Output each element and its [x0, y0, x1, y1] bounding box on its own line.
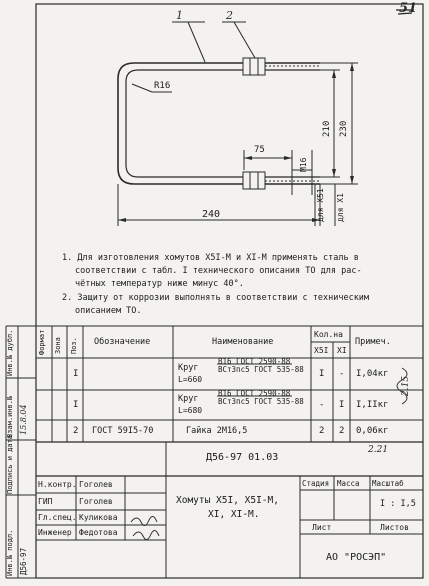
- row-name-bottom: ВСт3пс5 ГОСТ 535-88: [218, 365, 304, 374]
- row-note: I,04кг: [356, 369, 389, 379]
- thread-label: M16: [299, 157, 308, 172]
- stamp-number: Д56-97: [19, 547, 28, 575]
- row-qty-x51: -: [319, 400, 325, 410]
- variant-x1-label: для X1: [336, 193, 345, 222]
- header-name: Наименование: [212, 337, 274, 347]
- bend-radius-label: R16: [154, 81, 171, 91]
- row-qty-x51: 2: [319, 426, 325, 436]
- row-qty-x1: I: [339, 400, 345, 410]
- variant-x51-label: для X51: [316, 188, 325, 222]
- row-name-top: В16 ГОСТ 2590-88: [218, 389, 291, 398]
- note-line: соответствии с табл. I технического описания ТО для рас-: [75, 266, 362, 276]
- header-note: Примеч.: [355, 337, 391, 347]
- callout-1-label: 1: [176, 9, 183, 22]
- header-designation: Обозначение: [94, 337, 151, 347]
- vzam-inv-label: Взам.инв.№: [6, 395, 14, 438]
- note-line: 1. Для изготовления хомутов Х5I-М и ХI-М применять сталь в: [62, 253, 359, 263]
- margin-note: 2.15: [401, 375, 411, 396]
- role-label: ГИП: [38, 497, 53, 506]
- stage-header: Стадия: [302, 479, 330, 488]
- scale-header: Масштаб: [372, 479, 404, 488]
- person-name: Гоголев: [79, 480, 113, 489]
- sheet-label: Лист: [312, 523, 332, 532]
- note-line: чётных температур ниже минус 40°.: [75, 279, 244, 289]
- title-line-2: ХI, ХI-М.: [208, 509, 260, 520]
- person-name: Куликова: [79, 513, 118, 522]
- scale-value: I : I,5: [380, 499, 416, 509]
- row-name-top: Гайка 2М16,5: [186, 426, 248, 436]
- note-line: 2. Защиту от коррозии выполнять в соответствии с техническим: [62, 293, 370, 303]
- row-qty-x51: I: [319, 369, 325, 379]
- mass-header: Масса: [337, 479, 360, 488]
- row-designation: ГОСТ 59I5-70: [92, 426, 154, 436]
- callout-2-label: 2: [226, 9, 233, 22]
- note-line: описанием ТО.: [75, 306, 142, 316]
- role-label: Гл.спец.: [38, 513, 77, 522]
- header-format: Формат: [38, 329, 46, 355]
- sheets-label: Листов: [380, 523, 409, 532]
- row-qty-x1: 2: [339, 426, 345, 436]
- row-name-length: L=660: [178, 375, 203, 384]
- header-zone: Зона: [54, 337, 62, 354]
- row-pos: I: [73, 369, 79, 379]
- header-qty-x1: ХI: [337, 346, 347, 355]
- organization-name: АО "РОСЭП": [326, 552, 387, 563]
- header-qty: Кол.на: [314, 330, 343, 339]
- podpis-data-label: Подпись и дата: [6, 434, 14, 494]
- inv-dubl-label: Инв.№ дубл.: [6, 329, 14, 376]
- row-pos: I: [73, 400, 79, 410]
- row-name-prefix: Круг: [178, 394, 199, 404]
- dim-width-label: 240: [202, 209, 221, 220]
- row-name-bottom: ВСт3пс5 ГОСТ 535-88: [218, 397, 304, 406]
- person-name: Федотова: [79, 528, 118, 537]
- dim-height-1-label: 210: [322, 120, 332, 137]
- header-pos: Поз.: [70, 337, 78, 354]
- row-name-top: В16 ГОСТ 2590-88: [218, 357, 291, 366]
- row-qty-x1: -: [339, 369, 345, 379]
- inv-podl-label: Инв.№ подл.: [6, 529, 14, 576]
- header-qty-x51: Х5I: [314, 346, 329, 355]
- row-note: 0,06кг: [356, 426, 389, 436]
- handwritten-date: 15.8.04: [19, 404, 28, 435]
- handwritten-number: 2.21: [368, 445, 389, 455]
- title-line-1: Хомуты Х5I, Х5I-М,: [176, 495, 279, 506]
- row-name-length: L=680: [178, 406, 203, 415]
- person-name: Гоголев: [79, 497, 113, 506]
- doc-code: Д56-97 01.03: [206, 452, 279, 463]
- row-note: I,IIкг: [356, 400, 389, 410]
- dim-height-2-label: 230: [339, 120, 349, 137]
- page-number: 51: [399, 1, 418, 16]
- role-label: Инженер: [38, 528, 72, 537]
- row-name-prefix: Круг: [178, 363, 199, 373]
- row-pos: 2: [73, 426, 79, 436]
- dim-inner-label: 75: [254, 145, 265, 155]
- role-label: Н.контр.: [38, 480, 77, 489]
